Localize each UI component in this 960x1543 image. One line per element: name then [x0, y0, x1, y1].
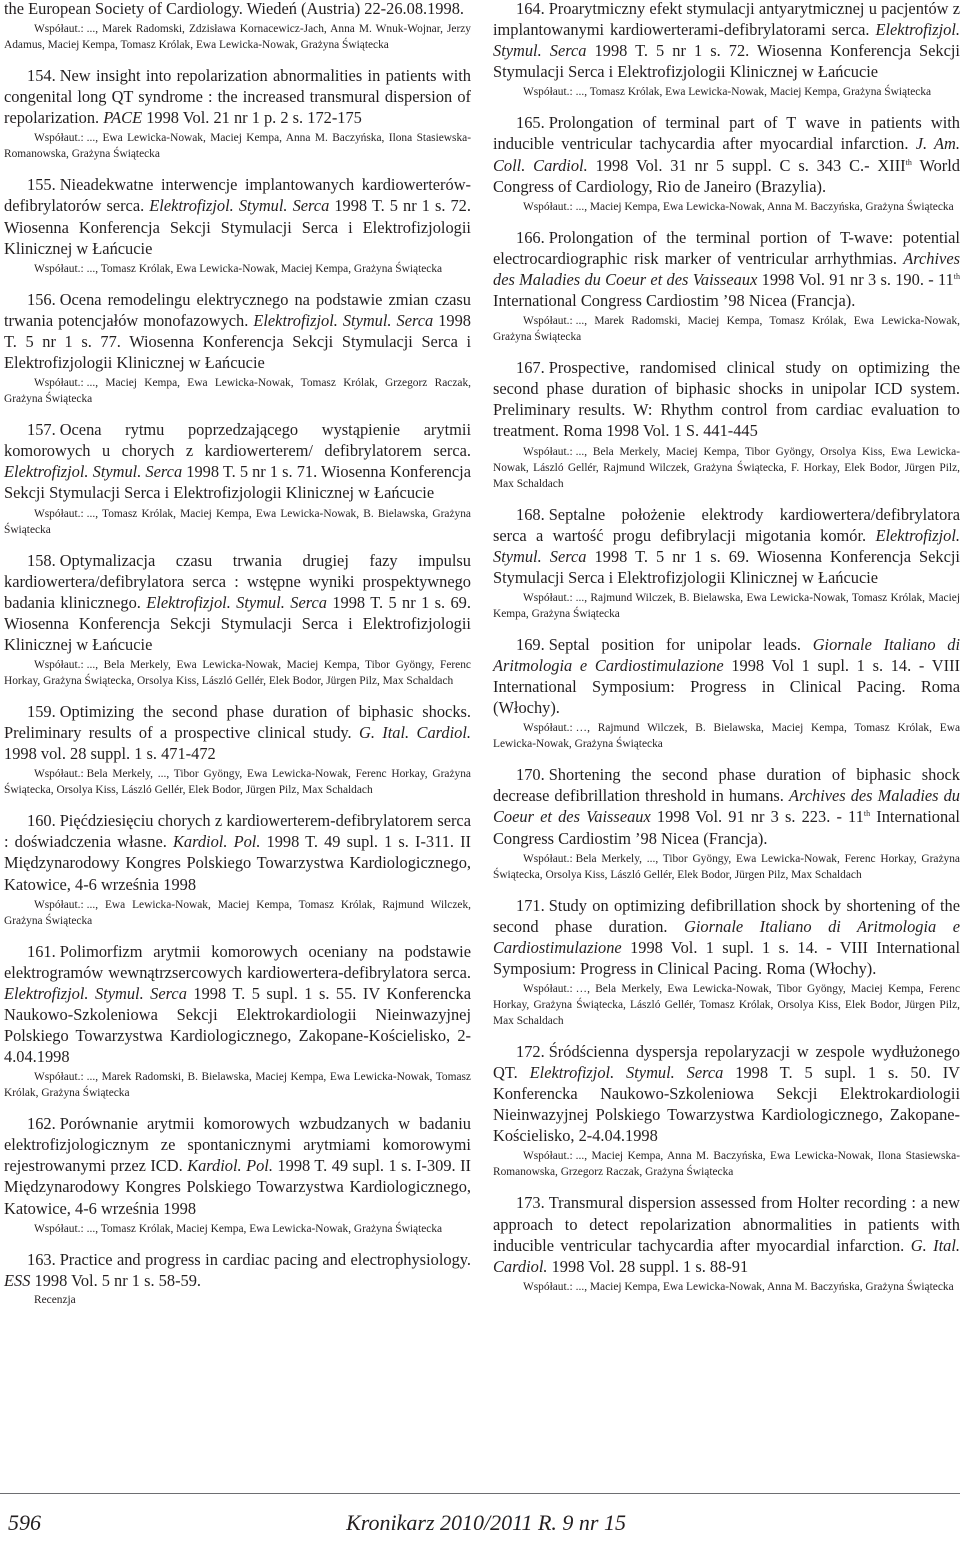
coauthors-names: ..., Marek Radomski, Zdzisława Kornacewicz-Jach, Anna M. Wnuk-Wojnar, Jerzy Adamus, Maciej Kempa, Tomasz Królak, Ewa Lewicka-Nowak, Grażyna Świątecka [4, 23, 471, 52]
citation-details: 1998 T. 5 supl. 1 s. 50. IV Konferencka Naukowo-Szkoleniowa Sekcji Elektrokardiologii Nieinwazyjnej Polskiego Towarzystwa Kardiologicznego, Zakopane-Kościelisko, 2-4.04.1998 [493, 1063, 960, 1146]
entry-title: Prolongation of the terminal portion of T-wave: potential electrocardiographic risk marker of ventricular arrhythmias. [493, 227, 960, 268]
journal-name: Elektrofizjol. Stymul. Serca [253, 310, 434, 330]
entry-text [4, 810, 471, 894]
entry-title: Porównanie arytmii komorowych wzbudzanych w badaniu elektrofizjologicznym ze spontanicznymi arytmiami komorowymi rejestrowanymi przez ICD. [4, 1114, 471, 1176]
coauthors [4, 506, 471, 538]
citation-details: 1998 Vol. 31 nr 5 suppl. C s. 343 C.- XIII [595, 155, 906, 175]
entry-number: 162. [27, 1114, 56, 1134]
citation-details: 1998 T. 5 nr 1 s. 77. Wiosenna Konferencja Sekcji Stymulacji Serca i Elektrofizjologii Klinicznej w Łańcucie [4, 310, 471, 373]
entry-number: 167. [516, 358, 545, 378]
coauthors-label: Współaut.: [523, 445, 573, 458]
coauthors-label: Współaut.: [34, 898, 84, 911]
journal-name: Kardiol. Pol. [187, 1156, 273, 1176]
left-column [4, 0, 471, 1320]
entry-number: 165. [516, 113, 545, 133]
journal-name: J. Am. Coll. Cardiol. [493, 134, 960, 175]
ordinal-suffix: th [953, 271, 960, 281]
bibliography-entry [493, 0, 960, 100]
entry-number: 171. [516, 895, 545, 915]
coauthors-label: Współaut.: [523, 722, 573, 735]
bibliography-entry [493, 357, 960, 491]
entry-number: 154. [27, 66, 56, 86]
coauthors [4, 766, 471, 798]
coauthors [4, 1221, 471, 1237]
entry-title: Ocena rytmu poprzedzającego wystąpienie arytmii komorowych u chorych z kardiowerterem/ defibrylatorem serca. [4, 420, 471, 461]
citation-details: 1998 Vol. 91 nr 3 s. 223. - 11 [656, 807, 864, 827]
bibliography-entry [493, 1041, 960, 1180]
entry-title: Optymalizacja czasu trwania drugiej fazy impulsu kardiowertera/defibrylatora serca : wstępne wyniki prospektywnego badania klinicznego. [4, 550, 471, 612]
bibliography-entry [4, 810, 471, 928]
entry-text [4, 174, 471, 258]
coauthors-names: ..., Rajmund Wilczek, B. Bielawska, Ewa Lewicka-Nowak, Tomasz Królak, Maciej Kempa, Grażyna Świątecka [493, 591, 960, 620]
coauthors-names: ..., Ewa Lewicka-Nowak, Maciej Kempa, Anna M. Baczyńska, Ilona Stasiewska-Romanowska, Grażyna Świątecka [4, 132, 471, 161]
page-number: 596 [8, 1510, 41, 1535]
entry-number: 170. [516, 765, 545, 785]
entry-text [4, 65, 471, 128]
right-column [493, 0, 960, 1307]
citation-details: 1998 T. 5 nr 1 s. 72. Wiosenna Konferencja Sekcji Stymulacji Serca i Elektrofizjologii Klinicznej w Łańcucie [493, 41, 960, 82]
coauthors-names: Bela Merkely, ..., Tibor Gyöngy, Ewa Lewicka-Nowak, Ferenc Horkay, Grażyna Świątecka, Orsolya Kiss, László Gellér, Elek Bodor, Jürgen Pilz, Max Schaldach [4, 768, 471, 797]
entry-text [493, 1041, 960, 1146]
citation-details: 1998 Vol 1 supl. 1 s. 14. - VIII International Symposium: Progress in Clinical Pacing. Roma (Włochy). [493, 655, 960, 718]
entry-title: Polimorfizm arytmii komorowych oceniany na podstawie elektrogramów wewnątrzsercowych kardiowertera-defibrylatora serca. [4, 941, 471, 982]
coauthors-names: ..., Maciej Kempa, Ewa Lewicka-Nowak, Tomasz Królak, Grzegorz Raczak, Grażyna Świątecka [4, 377, 471, 406]
journal-name: Giornale Italiano di Aritmologia e Cardiostimulazione [493, 916, 960, 957]
coauthors-label: Współaut.: [34, 262, 84, 275]
entry-text [493, 504, 960, 588]
coauthors [493, 199, 960, 215]
journal-name: Elektrofizjol. Stymul. Serca [4, 462, 183, 482]
entry-text [4, 701, 471, 764]
coauthors-names: ..., Bela Merkely, Maciej Kempa, Tibor Gyöngy, Orsolya Kiss, Ewa Lewicka-Nowak, László Gellér, Rajmund Wilczek, Grażyna Świątecka, F. Horkay, Elek Bodor, Jürgen Pilz, Max Schaldach [493, 445, 960, 490]
bibliography-entry [4, 289, 471, 407]
coauthors [493, 981, 960, 1029]
coauthors [4, 130, 471, 162]
entry-title: Septalne położenie elektrody kardiowertera/defibrylatora serca a wartość progu defibrylacji migotania komór. [493, 504, 960, 545]
coauthors-names: ..., Tomasz Królak, Maciej Kempa, Ewa Lewicka-Nowak, B. Bielawska, Grażyna Świątecka [4, 507, 471, 536]
entry-title: New insight into repolarization abnormalities in patients with congenital long QT syndrome : the increased transmural dispersion of repolarization. [4, 66, 471, 128]
entry-title: Śródścienna dyspersja repolaryzacji w zespole wydłużonego QT. [493, 1042, 960, 1083]
coauthors-names: ..., Maciej Kempa, Anna M. Baczyńska, Ewa Lewicka-Nowak, Ilona Stasiewska-Romanowska, Grzegorz Raczak, Grażyna Świątecka [493, 1150, 960, 1179]
bibliography-entry [4, 65, 471, 162]
entry-title: Optimizing the second phase duration of biphasic shocks. Preliminary results of a prospective clinical study. [4, 701, 471, 743]
journal-name: Elektrofizjol. Stymul. Serca [146, 592, 327, 612]
entry-number: 164. [516, 0, 545, 18]
journal-name: Elektrofizjol. Stymul. Serca [529, 1063, 724, 1083]
coauthors [493, 1148, 960, 1180]
journal-name: Elektrofizjol. Stymul. Serca [493, 20, 960, 61]
entry-title: Nieadekwatne interwencje implantowanych kardiowerterów-defibrylatorów serca. [4, 175, 471, 216]
coauthors [493, 851, 960, 883]
entry-text [4, 1113, 471, 1218]
coauthors [4, 21, 471, 53]
entry-number: 169. [516, 634, 545, 654]
entry-text [493, 634, 960, 718]
bibliography-entry [4, 1249, 471, 1308]
ordinal-suffix: th [863, 809, 871, 819]
coauthors-label: Współaut.: [34, 377, 84, 390]
journal-name: Elektrofizjol. Stymul. Serca [4, 983, 187, 1003]
entry-number: 172. [516, 1042, 545, 1061]
entry-text [4, 941, 471, 1068]
entry-number: 168. [516, 504, 545, 524]
entry-number: 157. [27, 420, 56, 440]
coauthors [493, 590, 960, 622]
journal-name: Archives des Maladies du Coeur et des Vaisseaux [493, 786, 960, 827]
bibliography-entry [493, 895, 960, 1029]
coauthors [493, 84, 960, 100]
citation-details: 1998 T. 5 nr 1 s. 71. Wiosenna Konferencja Sekcji Stymulacji Serca i Elektrofizjologii Klinicznej w Łańcucie [4, 462, 471, 503]
entry-number: 163. [27, 1249, 56, 1269]
bibliography-entry [493, 112, 960, 214]
coauthors-names: ..., Tomasz Królak, Maciej Kempa, Ewa Lewicka-Nowak, Grażyna Świątecka [86, 1222, 443, 1235]
bibliography-entry [4, 701, 471, 798]
entry-title: Study on optimizing defibrillation shock by shortening of the second phase duration. [493, 895, 960, 936]
entry-text [4, 1249, 471, 1291]
coauthors-names: ..., Tomasz Królak, Ewa Lewicka-Nowak, Maciej Kempa, Grażyna Świątecka [86, 262, 443, 275]
entry-text: the European Society of Cardiology. Wiedeń (Austria) 22-26.08.1998. [4, 0, 464, 18]
right-entry-list [493, 0, 960, 1295]
bibliography-entry [4, 1113, 471, 1236]
coauthors [4, 261, 471, 277]
coauthors-names: …, Rajmund Wilczek, B. Bielawska, Maciej Kempa, Tomasz Królak, Ewa Lewicka-Nowak, Grażyna Świątecka [493, 722, 960, 751]
citation-details: 1998 T. 5 nr 1 s. 69. Wiosenna Konferencja Sekcji Stymulacji Serca i Elektrofizjologii Klinicznej w Łańcucie [4, 592, 471, 654]
coauthors-names: ..., Ewa Lewicka-Nowak, Maciej Kempa, Tomasz Królak, Rajmund Wilczek, Grażyna Świątecka [4, 898, 471, 927]
coauthors-names: ..., Maciej Kempa, Ewa Lewicka-Nowak, Anna M. Baczyńska, Grażyna Świątecka [575, 200, 954, 213]
entry-title: Practice and progress in cardiac pacing and electrophysiology. [59, 1249, 471, 1269]
entry-text [4, 289, 471, 373]
coauthors [4, 897, 471, 929]
coauthors-names: …, Bela Merkely, Ewa Lewicka-Nowak, Tibor Gyöngy, Maciej Kempa, Ferenc Horkay, Grażyna Świątecka, László Gellér, Tomasz Królak, Orsolya Kiss, Elek Bodor, Jürgen Pilz, Max Schaldach [493, 983, 960, 1027]
bibliography-entry-continued [4, 0, 471, 53]
coauthors-label: Współaut.: [523, 852, 573, 865]
running-footer: Kronikarz 2010/2011 R. 9 nr 15 [346, 1510, 626, 1535]
journal-name: G. Ital. Cardiol. [359, 723, 472, 743]
entry-number: 166. [516, 227, 545, 247]
bibliography-entry [493, 504, 960, 622]
citation-details-continued: International Congress Cardiostim ’98 Nicea (Francja). [493, 807, 960, 848]
entry-number: 173. [516, 1193, 545, 1213]
coauthors [493, 313, 960, 345]
citation-details-continued: World Congress of Cardiology, Rio de Janeiro (Brazylia). [493, 155, 960, 196]
citation-details: 1998 Vol. 21 nr 1 p. 2 s. 172-175 [146, 108, 362, 128]
journal-name: Kardiol. Pol. [172, 832, 261, 852]
journal-name: Archives des Maladies du Coeur et des Vaisseaux [493, 248, 960, 289]
coauthors-label: Współaut.: [34, 132, 84, 145]
coauthors [493, 720, 960, 752]
entry-number: 160. [27, 811, 56, 831]
coauthors-label: Współaut.: [34, 1222, 84, 1235]
bibliography-entry [4, 550, 471, 689]
citation-details: 1998 Vol. 91 nr 3 s. 190. - 11 [761, 269, 954, 289]
entry-text [493, 227, 960, 311]
coauthors-label: Współaut.: [34, 1071, 84, 1084]
journal-name: Elektrofizjol. Stymul. Serca [149, 196, 330, 216]
entry-text [493, 895, 960, 979]
coauthors-label: Współaut.: [34, 768, 84, 781]
ordinal-suffix: th [905, 157, 912, 167]
coauthors-label: Współaut.: [523, 1280, 573, 1293]
coauthors-names: Bela Merkely, ..., Tibor Gyöngy, Ewa Lewicka-Nowak, Ferenc Horkay, Grażyna Świątecka, Orsolya Kiss, László Gellér, Elek Bodor, Jürgen Pilz, Max Schaldach [493, 852, 960, 881]
coauthors-label: Współaut.: [34, 658, 84, 671]
entry-title: Pięćdziesięciu chorych z kardiowerterem-defibrylatorem serca : doświadczenia własne. [4, 811, 471, 852]
coauthors [4, 1069, 471, 1101]
citation-details: 1998 vol. 28 suppl. 1 s. 471-472 [4, 744, 216, 764]
entry-note: Recenzja [34, 1293, 76, 1306]
journal-name: Elektrofizjol. Stymul. Serca [493, 525, 960, 566]
coauthors-label: Współaut.: [523, 1150, 573, 1163]
coauthors-label: Współaut.: [34, 23, 84, 36]
entry-title: Proarytmiczny efekt stymulacji antyarytmicznej u pacjentów z implantowanymi kardiowerterami-defibrylatorami serca. [493, 0, 960, 40]
entry-text [493, 357, 960, 441]
entry-text [493, 764, 960, 848]
citation-details: 1998 Vol. 5 nr 1 s. 58-59. [34, 1270, 202, 1290]
entry-title: Shortening the second phase duration of biphasic shock decrease defibrillation threshold in humans. [493, 765, 960, 806]
entry-number: 161. [27, 941, 56, 961]
coauthors-names: ..., Tomasz Królak, Ewa Lewicka-Nowak, Maciej Kempa, Grażyna Świątecka [575, 86, 932, 99]
coauthors-names: ..., Maciej Kempa, Ewa Lewicka-Nowak, Anna M. Baczyńska, Grażyna Świątecka [575, 1280, 954, 1293]
coauthors-label: Współaut.: [523, 315, 573, 328]
entry-text [493, 112, 960, 196]
coauthors-label: Współaut.: [523, 983, 573, 995]
coauthors-label: Współaut.: [34, 507, 84, 520]
entry-text [4, 550, 471, 655]
journal-name: ESS [4, 1270, 31, 1290]
entry-text [493, 1192, 960, 1276]
coauthors-label: Współaut.: [523, 86, 573, 99]
bibliography-entry [4, 941, 471, 1102]
entry-number: 155. [27, 175, 56, 195]
coauthors-label: Współaut.: [523, 591, 573, 604]
entry-text [493, 0, 960, 82]
citation-details-continued: International Congress Cardiostim ’98 Nicea (Francja). [493, 291, 856, 311]
coauthors [4, 657, 471, 689]
coauthors [493, 444, 960, 492]
coauthors-names: ..., Bela Merkely, Ewa Lewicka-Nowak, Maciej Kempa, Tibor Gyöngy, Ferenc Horkay, Grażyna Świątecka, Orsolya Kiss, László Gellér, Elek Bodor, Jürgen Pilz, Max Schaldach [4, 658, 471, 687]
citation-details: 1998 T. 49 supl. 1 s. I-309. II Międzynarodowy Kongres Polskiego Towarzystwa Kardiologicznego, Katowice, 4-6 września 1998 [4, 1156, 471, 1218]
entry-title: Ocena remodelingu elektrycznego na podstawie zmian czasu trwania potencjałów monofazowych. [4, 289, 471, 330]
entry-number: 158. [27, 550, 56, 570]
bibliography-entry [493, 764, 960, 882]
coauthors [4, 375, 471, 407]
entry-number: 159. [27, 701, 56, 721]
bibliography-entry [493, 1192, 960, 1294]
footer-divider [0, 1493, 960, 1494]
entry-title: Prolongation of terminal part of T wave in patients with inducible ventricular tachycardia after myocardial infarction. [493, 113, 960, 154]
journal-name: PACE [103, 108, 143, 128]
journal-name: Giornale Italiano di Aritmologia e Cardiostimulazione [493, 634, 960, 675]
coauthors [493, 1279, 960, 1295]
citation-details: 1998 Vol. 28 suppl. 1 s. 88-91 [551, 1256, 749, 1276]
coauthors-names: ..., Marek Radomski, B. Bielawska, Maciej Kempa, Ewa Lewicka-Nowak, Tomasz Królak, Grażyna Świątecka [4, 1071, 471, 1100]
entry-title: Transmural dispersion assessed from Holter recording : a new approach to detect repolarization abnormalities in patients with inducible ventricular tachycardia after myocardial infarction. [493, 1193, 960, 1255]
entry-number: 156. [27, 289, 56, 309]
citation-details: 1998 T. 49 supl. 1 s. I-311. II Międzynarodowy Kongres Polskiego Towarzystwa Kardiologicznego, Katowice, 4-6 września 1998 [4, 832, 472, 894]
citation-details: 1998 T. 5 nr 1 s. 69. Wiosenna Konferencja Sekcji Stymulacji Serca i Elektrofizjologii Klinicznej w Łańcucie [493, 546, 960, 587]
bibliography-entry [493, 634, 960, 752]
citation-details: 1998 T. 5 nr 1 s. 72. Wiosenna Konferencja Sekcji Stymulacji Serca i Elektrofizjologii Klinicznej w Łańcucie [4, 196, 471, 258]
bibliography-entry [493, 227, 960, 345]
entry-title: Prospective, randomised clinical study on optimizing the second phase duration of biphasic shocks in unipolar ICD system. Preliminary results. W: Rhythm control from cardiac evaluation to treatment. Roma 1998 Vol. 1 S. 441-445 [493, 358, 960, 441]
journal-name: G. Ital. Cardiol. [493, 1235, 960, 1276]
citation-details: 1998 Vol. 1 supl. 1 s. 14. - VIII International Symposium: Progress in Clinical Pacing. Roma (Włochy). [493, 937, 960, 978]
entry-title: Septal position for unipolar leads. [548, 634, 801, 654]
bibliography-entry [4, 419, 471, 537]
coauthors-names: ..., Marek Radomski, Maciej Kempa, Tomasz Królak, Ewa Lewicka-Nowak, Grażyna Świątecka [493, 315, 960, 344]
coauthors-label: Współaut.: [523, 200, 573, 213]
entry-text [4, 419, 471, 503]
left-entry-list [4, 65, 471, 1308]
bibliography-entry [4, 174, 471, 276]
citation-details: 1998 T. 5 supl. 1 s. 55. IV Konferencka Naukowo-Szkoleniowa Sekcji Elektrokardiologii Nieinwazyjnej Polskiego Towarzystwa Kardiologicznego, Zakopane-Kościelisko, 2-4.04.1998 [4, 983, 471, 1067]
